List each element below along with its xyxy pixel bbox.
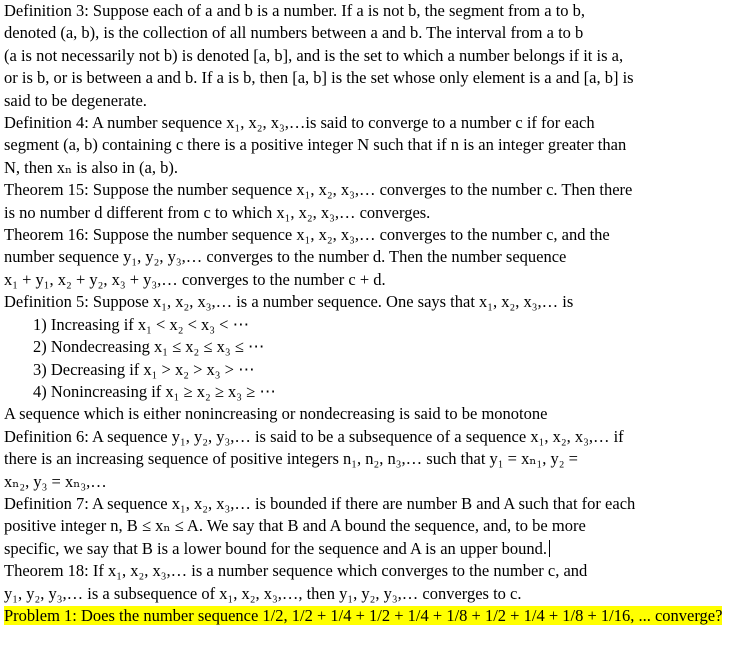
definition-4 [4,112,752,179]
text-line: is no number d different from c to which x₁, x₂, x₃,… converges. [4,202,431,222]
definition-3 [4,0,752,112]
text-line: y₁, y₂, y₃,… is a subsequence of x₁, x₂, x₃,…, then y₁, y₂, y₃,… converges to c. [4,583,522,603]
text-line: Definition 6: A sequence y₁, y₂, y₃,… is said to be a subsequence of a sequence x₁, x₂, x₃,… if [4,426,624,446]
problem-1 [4,605,752,627]
text-cursor [549,540,550,557]
text-line: denoted (a, b), is the collection of all numbers between a and b. The interval from a to b [4,23,584,43]
theorem-15 [4,179,752,224]
text-line: segment (a, b) containing c there is a positive integer N such that if n is an integer greater than [4,135,627,155]
theorem-16 [4,224,752,291]
definition-7 [4,493,752,560]
text-line: there is an increasing sequence of positive integers n₁, n₂, n₃,… such that y₁ = xₙ₁, y₂ = [4,449,578,469]
definition-5 [4,291,752,403]
highlighted-problem-text: Problem 1: Does the number sequence 1/2, 1/2 + 1/4 + 1/2 + 1/4 + 1/8 + 1/2 + 1/4 + 1/8 + 1/16, ... converge? [4,605,723,625]
text-line: said to be degenerate. [4,90,147,110]
text-line: Theorem 18: If x₁, x₂, x₃,… is a number sequence which converges to the number c, and [4,561,588,581]
text-line: Definition 3: Suppose each of a and b is a number. If a is not b, the segment from a to b, [4,1,586,20]
list-item: 2) Nondecreasing x₁ ≤ x₂ ≤ x₃ ≤ ⋯ [33,337,265,357]
text-line: Theorem 16: Suppose the number sequence x₁, x₂, x₃,… converges to the number c, and the [4,225,610,245]
monotone-statement: A sequence which is either nonincreasing or nondecreasing is said to be monotone [4,404,548,424]
theorem-18 [4,560,752,605]
text-line: Theorem 15: Suppose the number sequence x₁, x₂, x₃,… converges to the number c. Then there [4,180,633,200]
text-line: Definition 4: A number sequence x₁, x₂, x₃,…is said to converge to a number c if for each [4,113,595,133]
text-line: Definition 5: Suppose x₁, x₂, x₃,… is a number sequence. One says that x₁, x₂, x₃,… is [4,292,574,312]
document-body [4,0,752,627]
list-item: 4) Nonincreasing if x₁ ≥ x₂ ≥ x₃ ≥ ⋯ [33,381,276,401]
text-span: specific, we say that B is a lower bound for the sequence and A is an upper bound. [4,538,547,558]
list-item: 1) Increasing if x₁ < x₂ < x₃ < ⋯ [33,314,250,334]
text-line: xₙ₂, y₃ = xₙ₃,… [4,471,107,491]
text-line: (a is not necessarily not b) is denoted [a, b], and is the set to which a number belongs if it is a, [4,45,624,65]
text-line: number sequence y₁, y₂, y₃,… converges to the number d. Then the number sequence [4,247,567,267]
text-line: or is b, or is between a and b. If a is b, then [a, b] is the set whose only element is a and [a, b] is [4,68,634,88]
definition-6 [4,426,752,493]
text-line: positive integer n, B ≤ xₙ ≤ A. We say that B and A bound the sequence, and, to be more [4,516,586,536]
definition-5-list [4,314,752,404]
text-line [4,538,752,560]
text-line: x₁ + y₁, x₂ + y₂, x₃ + y₃,… converges to the number c + d. [4,269,386,289]
text-line: N, then xₙ is also in (a, b). [4,157,178,177]
text-line: Definition 7: A sequence x₁, x₂, x₃,… is bounded if there are number B and A such that for each [4,493,636,513]
list-item: 3) Decreasing if x₁ > x₂ > x₃ > ⋯ [33,359,255,379]
